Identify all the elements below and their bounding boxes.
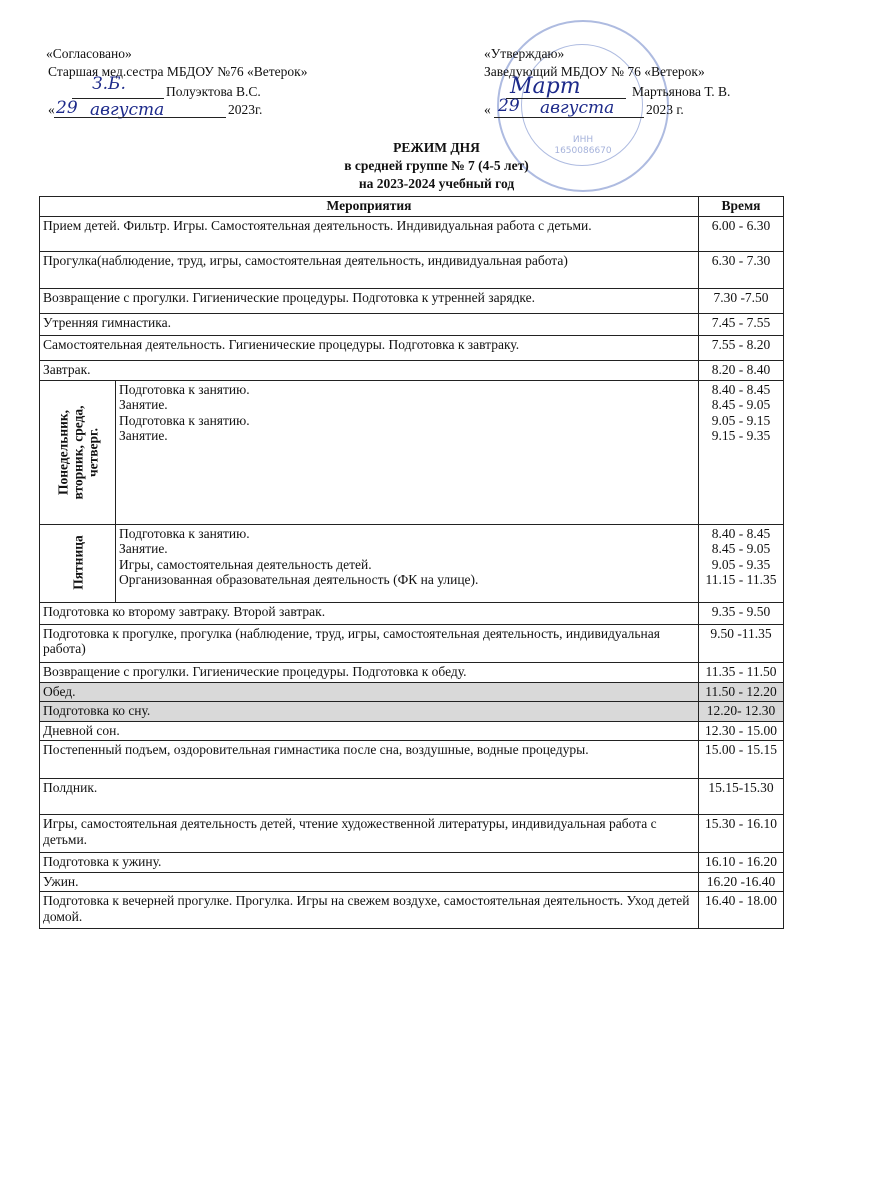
table-row bbox=[40, 251, 784, 288]
list-item: Игры, самостоятельная деятельность детей. bbox=[119, 556, 372, 572]
list-item: Организованная образовательная деятельность (ФК на улице). bbox=[119, 572, 479, 587]
row-activity: Прием детей. Фильтр. Игры. Самостоятельная деятельность. Индивидуальная работа с детьми. bbox=[40, 216, 699, 251]
approved-date-month: августа bbox=[540, 98, 615, 118]
agreed-date-open: « bbox=[48, 102, 55, 117]
approved-date-day: 29 bbox=[498, 96, 520, 116]
row-activity: Подготовка ко второму завтраку. Второй завтрак. bbox=[40, 602, 699, 624]
row-time: 16.10 - 16.20 bbox=[699, 853, 784, 873]
mon-thu-label-line1: Понедельник, bbox=[55, 409, 71, 495]
agreed-date-day: 29 bbox=[56, 98, 78, 118]
list-item: Подготовка к занятию. bbox=[119, 412, 250, 428]
table-row bbox=[40, 872, 784, 892]
list-item-time: 8.40 - 8.45 bbox=[711, 381, 771, 397]
table-row bbox=[40, 721, 784, 741]
approved-date-open: « bbox=[484, 102, 491, 117]
list-item-time: 8.45 - 9.05 bbox=[711, 397, 771, 412]
table-row bbox=[40, 779, 784, 815]
right-date-line bbox=[494, 117, 644, 118]
list-item-time: 9.15 - 9.35 bbox=[711, 428, 771, 443]
list-item-time: 11.15 - 11.35 bbox=[705, 572, 777, 587]
row-activity: Подготовка к вечерней прогулке. Прогулка. Игры на свежем воздухе, самостоятельная деятельность. Уход детей домой. bbox=[40, 892, 699, 929]
list-item-time: 9.05 - 9.35 bbox=[711, 556, 771, 572]
approved-name: Мартьянова Т. В. bbox=[632, 84, 731, 99]
row-time: 7.30 -7.50 bbox=[699, 288, 784, 313]
friday-times bbox=[699, 524, 784, 602]
list-item-time: 8.40 - 8.45 bbox=[711, 525, 771, 541]
stamp-inn-value: 1650086670 bbox=[554, 146, 612, 156]
list-item: Занятие. bbox=[119, 397, 168, 412]
schedule-table bbox=[39, 196, 784, 929]
row-time: 11.50 - 12.20 bbox=[699, 682, 784, 702]
table-row bbox=[40, 853, 784, 873]
row-time: 15.30 - 16.10 bbox=[699, 815, 784, 853]
row-time: 16.40 - 18.00 bbox=[699, 892, 784, 929]
list-item-time: 9.05 - 9.15 bbox=[711, 412, 771, 428]
row-time: 15.15-15.30 bbox=[699, 779, 784, 815]
table-row bbox=[40, 815, 784, 853]
left-signature: З.Б. bbox=[92, 74, 126, 94]
row-time: 11.35 - 11.50 bbox=[699, 662, 784, 682]
agreed-position: Старшая мед.сестра МБДОУ №76 «Ветерок» bbox=[48, 64, 308, 79]
mon-thu-label-line3: четверг. bbox=[85, 427, 101, 477]
row-activity: Возвращение с прогулки. Гигиенические процедуры. Подготовка к обеду. bbox=[40, 662, 699, 682]
agreed-date-year: 2023г. bbox=[228, 102, 263, 117]
friday-label: Пятница bbox=[70, 534, 86, 590]
row-time: 6.30 - 7.30 bbox=[699, 251, 784, 288]
row-time: 12.30 - 15.00 bbox=[699, 721, 784, 741]
table-row bbox=[40, 741, 784, 779]
row-time: 12.20- 12.30 bbox=[699, 702, 784, 722]
header-activity: Мероприятия bbox=[40, 197, 699, 217]
document-subtitle-year: на 2023-2024 учебный год bbox=[358, 176, 515, 191]
table-row bbox=[40, 662, 784, 682]
row-activity: Самостоятельная деятельность. Гигиенические процедуры. Подготовка к завтраку. bbox=[40, 335, 699, 360]
row-time: 9.50 -11.35 bbox=[699, 624, 784, 662]
left-date-line bbox=[54, 117, 226, 118]
table-row bbox=[40, 682, 784, 702]
row-activity: Дневной сон. bbox=[40, 721, 699, 741]
document-title: РЕЖИМ ДНЯ bbox=[393, 140, 480, 155]
row-activity: Постепенный подъем, оздоровительная гимнастика после сна, воздушные, водные процедуры. bbox=[40, 741, 699, 779]
approved-position: Заведующий МБДОУ № 76 «Ветерок» bbox=[484, 64, 705, 79]
list-item: Занятие. bbox=[119, 541, 168, 556]
table-row-friday bbox=[40, 524, 784, 602]
table-row bbox=[40, 360, 784, 380]
row-activity: Утренняя гимнастика. bbox=[40, 313, 699, 335]
row-activity: Прогулка(наблюдение, труд, игры, самостоятельная деятельность, индивидуальная работа) bbox=[40, 251, 699, 288]
approved-date-year: 2023 г. bbox=[646, 102, 684, 117]
right-signature: Март bbox=[510, 74, 581, 99]
document-subtitle-group: в средней группе № 7 (4-5 лет) bbox=[344, 158, 529, 173]
agreed-date-month: августа bbox=[90, 100, 165, 120]
list-item-time: 8.45 - 9.05 bbox=[711, 541, 771, 556]
list-item: Подготовка к занятию. bbox=[119, 525, 250, 541]
friday-activities bbox=[116, 524, 699, 602]
table-row bbox=[40, 313, 784, 335]
row-activity: Полдник. bbox=[40, 779, 699, 815]
agreed-label: «Согласовано» bbox=[46, 46, 132, 61]
row-activity: Подготовка к прогулке, прогулка (наблюдение, труд, игры, самостоятельная деятельность, индивидуальная работа) bbox=[40, 624, 699, 662]
table-row-mon-thu bbox=[40, 380, 784, 524]
row-time: 7.45 - 7.55 bbox=[699, 313, 784, 335]
agreed-name: Полуэктова В.С. bbox=[166, 84, 261, 99]
table-row bbox=[40, 602, 784, 624]
row-time: 8.20 - 8.40 bbox=[699, 360, 784, 380]
row-activity: Обед. bbox=[40, 682, 699, 702]
row-activity: Подготовка ко сну. bbox=[40, 702, 699, 722]
row-time: 16.20 -16.40 bbox=[699, 872, 784, 892]
table-row bbox=[40, 624, 784, 662]
row-time: 6.00 - 6.30 bbox=[699, 216, 784, 251]
left-signature-line bbox=[72, 98, 164, 99]
mon-thu-label-line2: вторник, среда, bbox=[70, 404, 86, 500]
list-item: Занятие. bbox=[119, 428, 168, 443]
row-time: 9.35 - 9.50 bbox=[699, 602, 784, 624]
table-row bbox=[40, 335, 784, 360]
table-header-row bbox=[40, 197, 784, 217]
row-activity: Возвращение с прогулки. Гигиенические процедуры. Подготовка к утренней зарядке. bbox=[40, 288, 699, 313]
row-activity: Подготовка к ужину. bbox=[40, 853, 699, 873]
list-item: Подготовка к занятию. bbox=[119, 381, 250, 397]
row-activity: Завтрак. bbox=[40, 360, 699, 380]
table-row bbox=[40, 892, 784, 929]
row-activity: Ужин. bbox=[40, 872, 699, 892]
header-time: Время bbox=[699, 197, 784, 217]
mon-thu-times bbox=[699, 380, 784, 524]
approved-label: «Утверждаю» bbox=[484, 46, 565, 61]
stamp-inn-label: ИНН bbox=[572, 135, 594, 145]
friday-label-cell bbox=[40, 524, 116, 602]
table-row bbox=[40, 216, 784, 251]
row-time: 15.00 - 15.15 bbox=[699, 741, 784, 779]
row-time: 7.55 - 8.20 bbox=[699, 335, 784, 360]
mon-thu-activities bbox=[116, 380, 699, 524]
table-row bbox=[40, 288, 784, 313]
row-activity: Игры, самостоятельная деятельность детей, чтение художественной литературы, индивидуальная работа с детьми. bbox=[40, 815, 699, 853]
table-row bbox=[40, 702, 784, 722]
